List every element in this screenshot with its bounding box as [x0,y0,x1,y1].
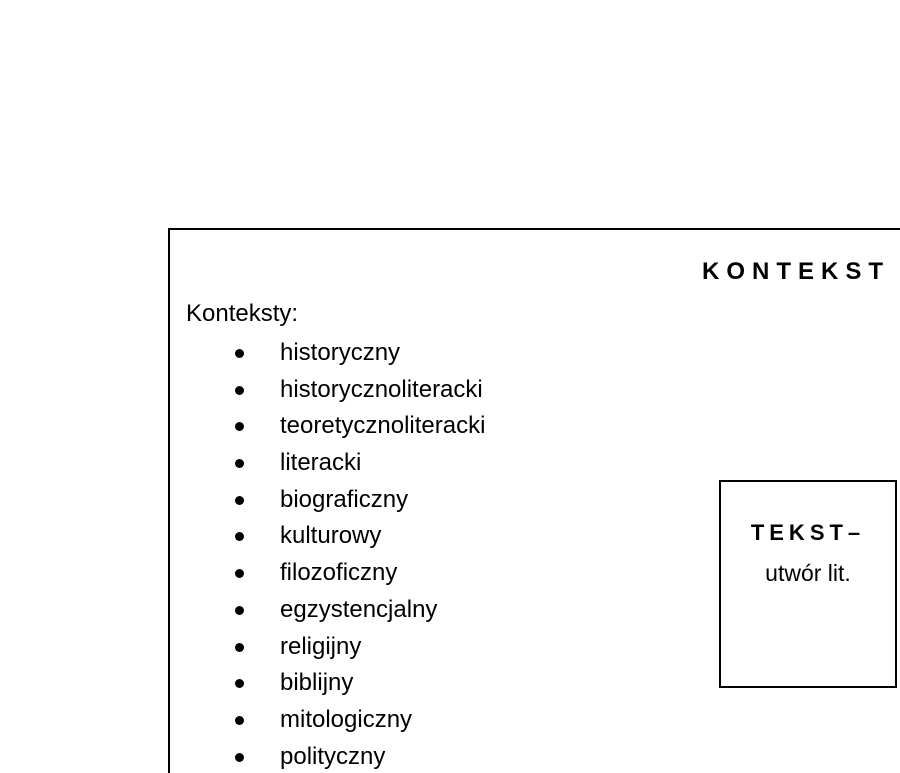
text-box-title: TEKST– [750,520,866,545]
bullet-icon [235,386,244,395]
context-item-label: biograficzny [280,485,409,513]
contexts-label: Konteksty: [186,300,299,327]
bullet-icon [235,349,244,358]
context-item-label: literacki [280,449,362,477]
context-item-label: kulturowy [280,522,382,550]
context-item-label: teoretycznoliteracki [280,412,486,440]
context-item-label: biblijny [280,669,354,697]
context-item-label: religijny [280,632,362,660]
context-item-label: historyczny [280,339,401,366]
context-item-label: mitologiczny [280,705,413,733]
bullet-icon [235,606,244,615]
bullet-icon [235,643,244,652]
context-item-label: egzystencjalny [280,595,438,623]
text-box-subtitle: utwór lit. [765,560,851,586]
bullet-icon [235,459,244,468]
bullet-icon [235,753,244,762]
bullet-icon [235,496,244,505]
context-title: KONTEKST [702,258,890,285]
context-item-label: historycznoliteracki [280,375,483,403]
bullet-icon [235,716,244,725]
context-item-label: polityczny [280,742,386,770]
context-item-label: filozoficzny [280,559,398,587]
